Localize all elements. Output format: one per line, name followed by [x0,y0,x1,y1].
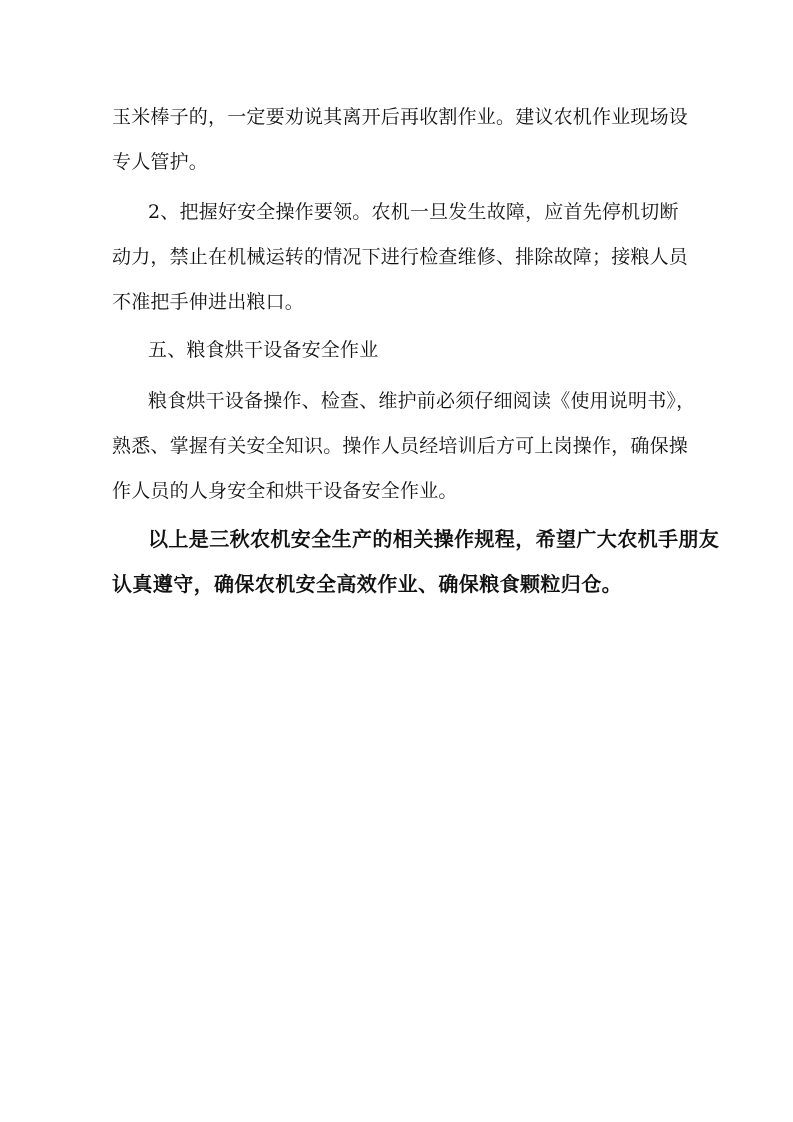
paragraph-line: 不准把手伸进出粮口。 [112,291,305,313]
paragraph-line: 动力，禁止在机械运转的情况下进行检查维修、排除故障；接粮人员 [112,246,689,268]
section-heading [112,328,692,373]
paragraph-line: 认真遵守，确保农机安全高效作业、确保粮食颗粒归仓。 [112,572,622,596]
paragraph-line: 2、把握好安全操作要领。农机一旦发生故障，应首先停机切断 [148,201,679,223]
paragraph-line: 作人员的人身安全和烘干设备安全作业。 [112,480,458,502]
section-heading-text: 五、粮食烘干设备安全作业 [148,339,379,361]
paragraph-line: 以上是三秋农机安全生产的相关操作规程，希望广大农机手朋友 [148,527,720,551]
paragraph-conclusion [112,517,720,607]
paragraph-grain-dryer-safety [112,379,696,514]
paragraph-line: 玉米棒子的，一定要劝说其离开后再收割作业。建议农机作业现场设 [112,106,689,128]
paragraph-operation-essentials [112,190,692,325]
paragraph-line: 粮食烘干设备操作、检查、维护前必须仔细阅读《使用说明书》， [148,390,696,412]
paragraph-line: 专人管护。 [112,151,209,173]
paragraph-harvest-safety-continued [112,95,692,185]
paragraph-line: 熟悉、掌握有关安全知识。操作人员经培训后方可上岗操作，确保操 [112,435,689,457]
